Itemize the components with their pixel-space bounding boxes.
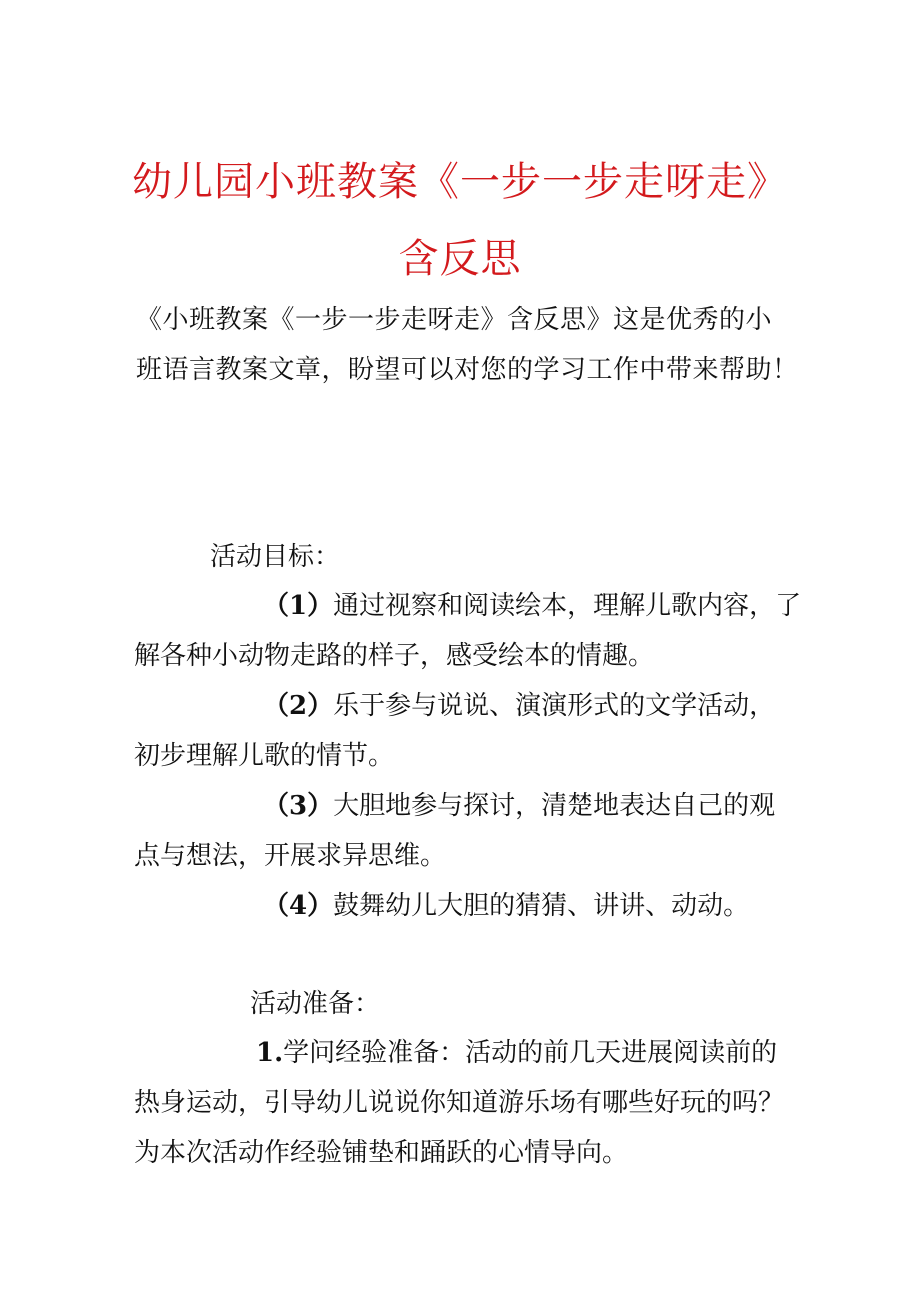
prep-heading: 活动准备： — [250, 989, 381, 1019]
goal-3-line-1 — [263, 781, 775, 831]
goal-1-line-1 — [263, 581, 801, 631]
intro-line-2: 班语言教案文章，盼望可以对您的学习工作中带来帮助！ — [136, 355, 799, 385]
goals-heading: 活动目标： — [210, 542, 341, 572]
goal-4-line-1 — [263, 881, 749, 931]
prep-line-3: 为本次活动作经验铺垫和踊跃的心情导向。 — [134, 1138, 629, 1168]
document-title-line-1: 幼儿园小班教案《一步一步走呀走》 — [132, 159, 788, 205]
goal-2-text: 乐于参与说说、演演形式的文学活动， — [333, 691, 776, 721]
prep-line-1 — [256, 1028, 777, 1078]
prep-number: 1. — [256, 1038, 284, 1068]
goal-4-number: （4） — [263, 891, 334, 921]
goal-1-number: （1） — [263, 591, 334, 621]
goal-2-number: （2） — [263, 691, 334, 721]
intro-line-1: 《小班教案《一步一步走呀走》含反思》这是优秀的小 — [136, 305, 773, 335]
goal-2-line-2: 初步理解儿歌的情节。 — [134, 741, 395, 771]
goal-3-text: 大胆地参与探讨，清楚地表达自己的观 — [333, 791, 776, 821]
goal-3-line-2: 点与想法，开展求异思维。 — [134, 841, 447, 871]
goal-3-number: （3） — [263, 791, 334, 821]
goal-1-text: 通过视察和阅读绘本，理解儿歌内容，了 — [333, 591, 802, 621]
prep-line-2: 热身运动，引导幼儿说说你知道游乐场有哪些好玩的吗？ — [134, 1088, 785, 1118]
goal-2-line-1 — [263, 681, 775, 731]
goal-1-line-2: 解各种小动物走路的样子，感受绘本的情趣。 — [134, 641, 655, 671]
document-title-line-2: 含反思 — [398, 236, 522, 282]
prep-text: 学问经验准备：活动的前几天进展阅读前的 — [283, 1038, 778, 1068]
goal-4-text: 鼓舞幼儿大胆的猜猜、讲讲、动动。 — [333, 891, 750, 921]
